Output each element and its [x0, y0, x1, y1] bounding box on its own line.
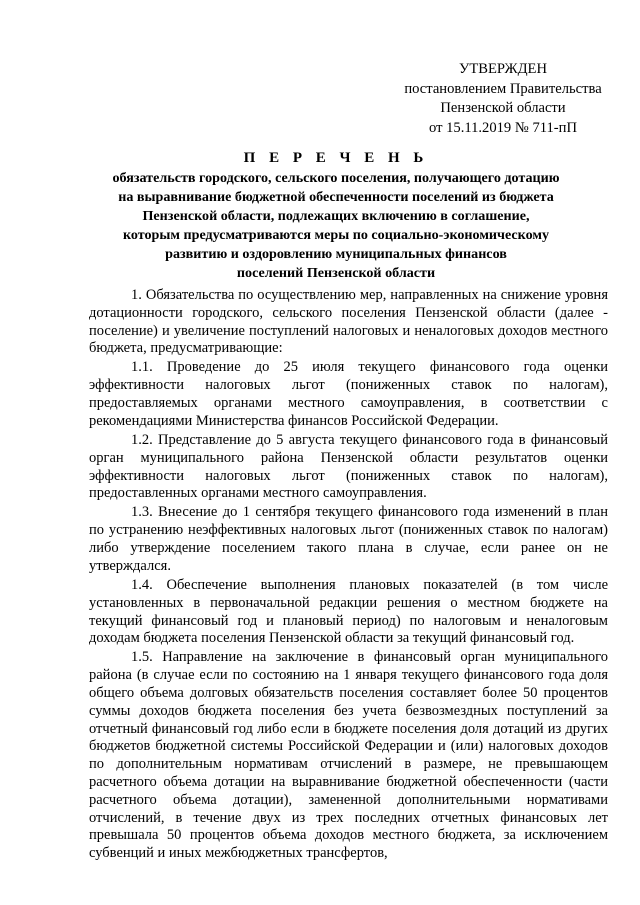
title-line: на выравнивание бюджетной обеспеченности поселений из бюджета	[118, 188, 554, 205]
document-body	[89, 287, 608, 863]
approval-stamp	[398, 60, 608, 138]
title-line: обязательств городского, сельского поселения, получающего дотацию	[112, 170, 560, 186]
title-line: развитию и оздоровлению муниципальных финансов	[165, 245, 507, 262]
paragraph-1-1: 1.1. Проведение до 25 июля текущего финансового года оценки эффективности налоговых льгот (пониженных ставок по налогам), предоставляемых органами местного самоуправления, в соответствии с рекомендациями Министерства финансов Российской Федерации.	[89, 359, 608, 429]
paragraph-1-4: 1.4. Обеспечение выполнения плановых показателей (в том числе установленных в первоначальной редакции решения о местном бюджете на текущий финансовый год и плановый период) по налоговым и неналоговым доходам бюджета поселения Пензенской области за текущий финансовый год.	[89, 576, 608, 647]
title-line: поселений Пензенской области	[236, 264, 436, 281]
title-line: Пензенской области, подлежащих включению в соглашение,	[142, 207, 530, 224]
document-title	[96, 147, 576, 282]
paragraph-1: 1. Обязательства по осуществлению мер, направленных на снижение уровня дотационности городского, сельского поселения Пензенской области (далее - поселение) и увеличение поступлений налоговых и неналоговых доходов местного бюджета, предусматривающие:	[89, 287, 608, 357]
paragraph-1-2: 1.2. Представление до 5 августа текущего финансового года в финансовый орган муниципального района Пензенской области результатов оценки эффективности налоговых льгот (пониженных ставок по налогам), предоставленных органами местного самоуправления.	[89, 431, 608, 502]
approval-region: Пензенской области	[440, 100, 566, 116]
title-subtitle	[96, 169, 576, 282]
title-heading: П Е Р Е Ч Е Н Ь	[243, 150, 429, 166]
approval-date-number: от 15.11.2019 № 711-пП	[428, 119, 578, 136]
approval-authority: постановлением Правительства	[404, 80, 602, 97]
approval-status: УТВЕРЖДЕН	[459, 61, 547, 77]
title-line: которым предусматриваются меры по социально-экономическому	[122, 226, 550, 243]
paragraph-1-5: 1.5. Направление на заключение в финансовый орган муниципального района (в случае если по состоянию на 1 января текущего финансового года доля общего объема долговых обязательств поселения составляет более 50 процентов суммы доходов бюджета поселения без учета безвозмездных поступлений за отчетный финансовый год либо если в бюджете поселения доля дотаций из других бюджетов бюджетной системы Российской Федерации и (или) налоговых доходов по дополнительным нормативам отчислений в размере, не превышающем расчетного объема дотации на выравнивание бюджетной обеспеченности (части расчетного объема дотации), замененной дополнительными нормативами отчислений, в течение двух из трех последних отчетных финансовых лет превышала 50 процентов объема доходов местного бюджета, за исключением субвенций и иных межбюджетных трансфертов,	[89, 649, 608, 862]
paragraph-1-3: 1.3. Внесение до 1 сентября текущего финансового года изменений в план по устранению неэффективных налоговых льгот (пониженных ставок по налогам) либо утверждение поселением такого плана в случае, если ранее он не утверждался.	[89, 504, 608, 574]
